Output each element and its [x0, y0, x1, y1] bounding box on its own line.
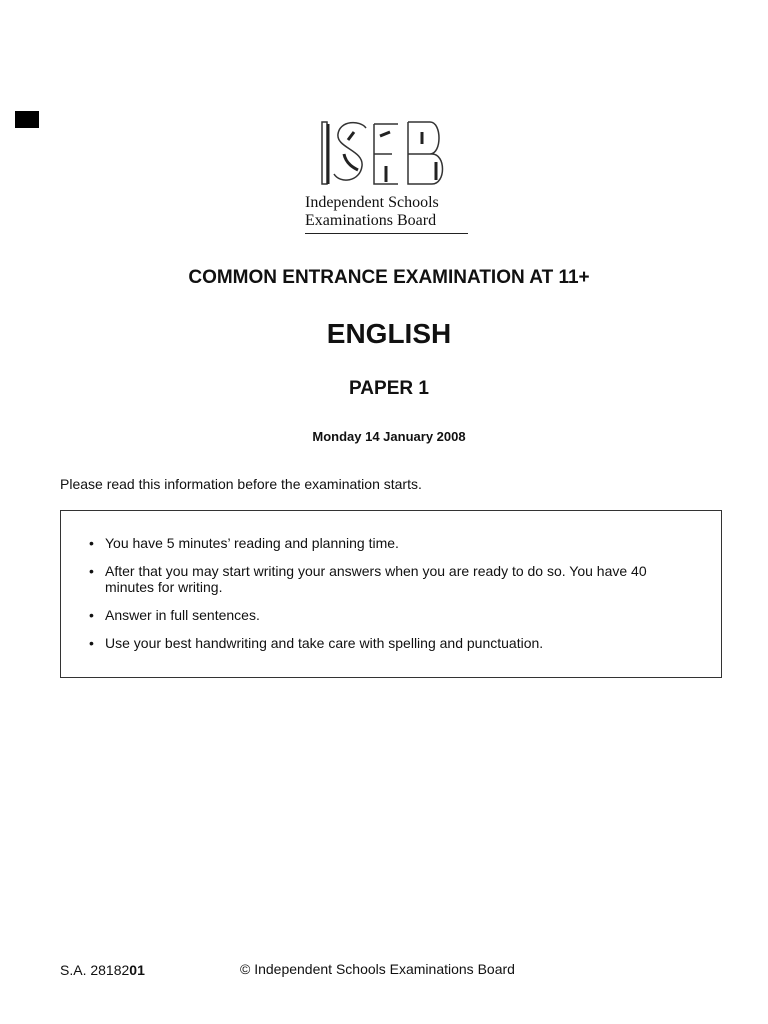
- instruction-item: [87, 607, 697, 623]
- intro-text: Please read this information before the examination starts.: [60, 476, 422, 492]
- instruction-text: Answer in full sentences.: [105, 607, 260, 623]
- registration-mark: [15, 111, 39, 128]
- logo-line-examinations-board: Examinations Board: [305, 212, 437, 229]
- logo-line-independent-schools: Independent Schools: [305, 194, 439, 211]
- bullet-icon: •: [89, 535, 94, 551]
- instruction-text: After that you may start writing your answers when you are ready to do so. You have 40 minutes for writing.: [105, 563, 647, 595]
- bullet-icon: •: [89, 635, 94, 651]
- instructions-list: [61, 511, 721, 651]
- instruction-item: [87, 563, 697, 595]
- iseb-logo-mark: [300, 114, 470, 194]
- instructions-box: [60, 510, 722, 678]
- bullet-icon: •: [89, 607, 94, 623]
- subject-heading: ENGLISH: [326, 318, 452, 349]
- copyright-notice: © Independent Schools Examinations Board: [240, 961, 515, 977]
- instruction-item: [87, 635, 697, 651]
- bullet-icon: •: [89, 563, 94, 579]
- instruction-item: [87, 535, 697, 551]
- instruction-text: You have 5 minutes’ reading and planning time.: [105, 535, 399, 551]
- exam-date: Monday 14 January 2008: [312, 429, 466, 444]
- paper-code-suffix: 01: [129, 962, 145, 978]
- paper-code-prefix: S.A. 28182: [60, 962, 130, 978]
- exam-title: COMMON ENTRANCE EXAMINATION AT 11+: [188, 267, 590, 288]
- instruction-text: Use your best handwriting and take care with spelling and punctuation.: [105, 635, 544, 651]
- paper-code: [60, 962, 145, 978]
- logo-underline: [305, 233, 468, 234]
- paper-heading: PAPER 1: [349, 378, 429, 399]
- iseb-logo: [300, 114, 470, 239]
